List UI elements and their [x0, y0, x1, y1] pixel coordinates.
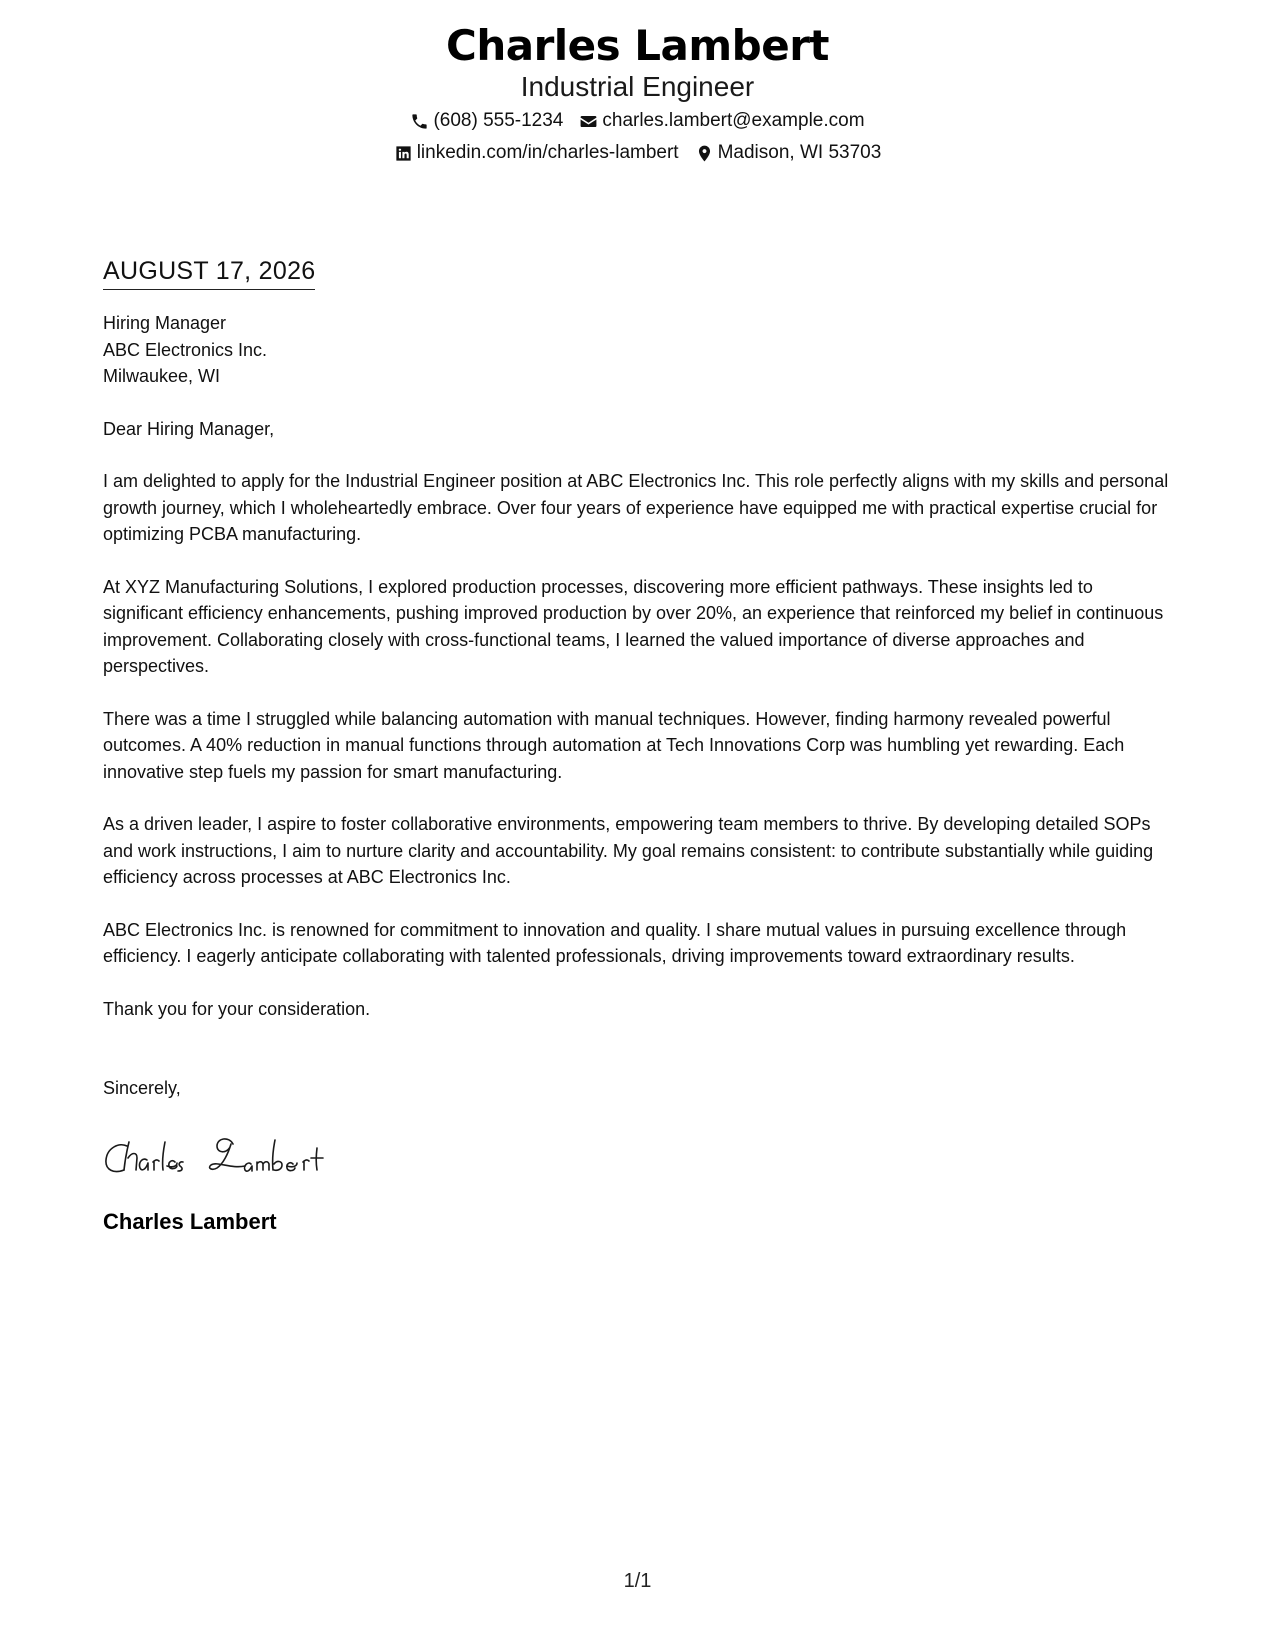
contact-email[interactable]	[579, 106, 864, 136]
map-marker-icon	[695, 144, 714, 163]
body-paragraph: There was a time I struggled while balancing automation with manual techniques. However, finding harmony revealed powerful outcomes. A 40% reduction in manual functions through automation at Tech Innovations Corp was humbling yet rewarding. Each innovative step fuels my passion for smart manufacturing.	[103, 708, 1125, 782]
thanks-line: Thank you for your consideration.	[103, 998, 371, 1019]
recipient-line: Hiring Manager	[103, 313, 227, 333]
body-paragraph: ABC Electronics Inc. is renowned for commitment to innovation and quality. I share mutual values in pursuing excellence through efficiency. I eagerly anticipate collaborating with talented professionals, driving improvements toward extraordinary results.	[103, 919, 1127, 966]
handwritten-signature	[103, 1128, 1173, 1188]
letter-header	[0, 20, 1275, 168]
contact-linkedin[interactable]	[394, 138, 679, 168]
contact-row-primary	[0, 106, 1275, 136]
applicant-name: Charles Lambert	[446, 21, 829, 70]
contact-location	[695, 138, 882, 168]
phone-icon	[410, 112, 429, 131]
linkedin-url[interactable]: linkedin.com/in/charles-lambert	[416, 142, 679, 163]
recipient-location: Milwaukee, WI	[103, 366, 221, 386]
linkedin-icon	[394, 144, 413, 163]
recipient-company: ABC Electronics Inc.	[103, 339, 268, 360]
contact-row-secondary	[0, 138, 1275, 168]
email-address[interactable]: charles.lambert@example.com	[602, 110, 865, 131]
letter-body	[103, 255, 1173, 1236]
phone-number: (608) 555-1234	[433, 110, 564, 131]
salutation: Dear Hiring Manager,	[103, 418, 275, 439]
location-text: Madison, WI 53703	[717, 142, 882, 163]
body-paragraph: At XYZ Manufacturing Solutions, I explored production processes, discovering more efficient pathways. These insights led to significant efficiency enhancements, pushing improved production by over 20%, an experience that reinforced my belief in continuous improvement. Collaborating closely with cross-functional teams, I learned the valued importance of diverse approaches and perspectives.	[103, 576, 1164, 676]
body-paragraph: As a driven leader, I aspire to foster collaborative environments, empowering team members to thrive. By developing detailed SOPs and work instructions, I aim to nurture clarity and accountability. My goal remains consistent: to contribute substantially while guiding efficiency across processes at ABC Electronics Inc.	[103, 814, 1154, 887]
envelope-icon	[579, 112, 598, 131]
letter-date: AUGUST 17, 2026	[103, 255, 315, 290]
recipient-block	[103, 310, 1173, 390]
applicant-title: Industrial Engineer	[520, 71, 755, 102]
signed-name: Charles Lambert	[103, 1208, 277, 1234]
closing-line: Sincerely,	[103, 1078, 181, 1098]
body-paragraph: I am delighted to apply for the Industrial Engineer position at ABC Electronics Inc. This role perfectly aligns with my skills and personal growth journey, which I wholeheartedly embrace. Over four years of experience have equipped me with practical expertise crucial for optimizing PCBA manufacturing.	[103, 471, 1169, 544]
page-number: 1/1	[623, 1570, 652, 1592]
contact-phone	[410, 106, 563, 136]
signature-image	[103, 1128, 353, 1188]
